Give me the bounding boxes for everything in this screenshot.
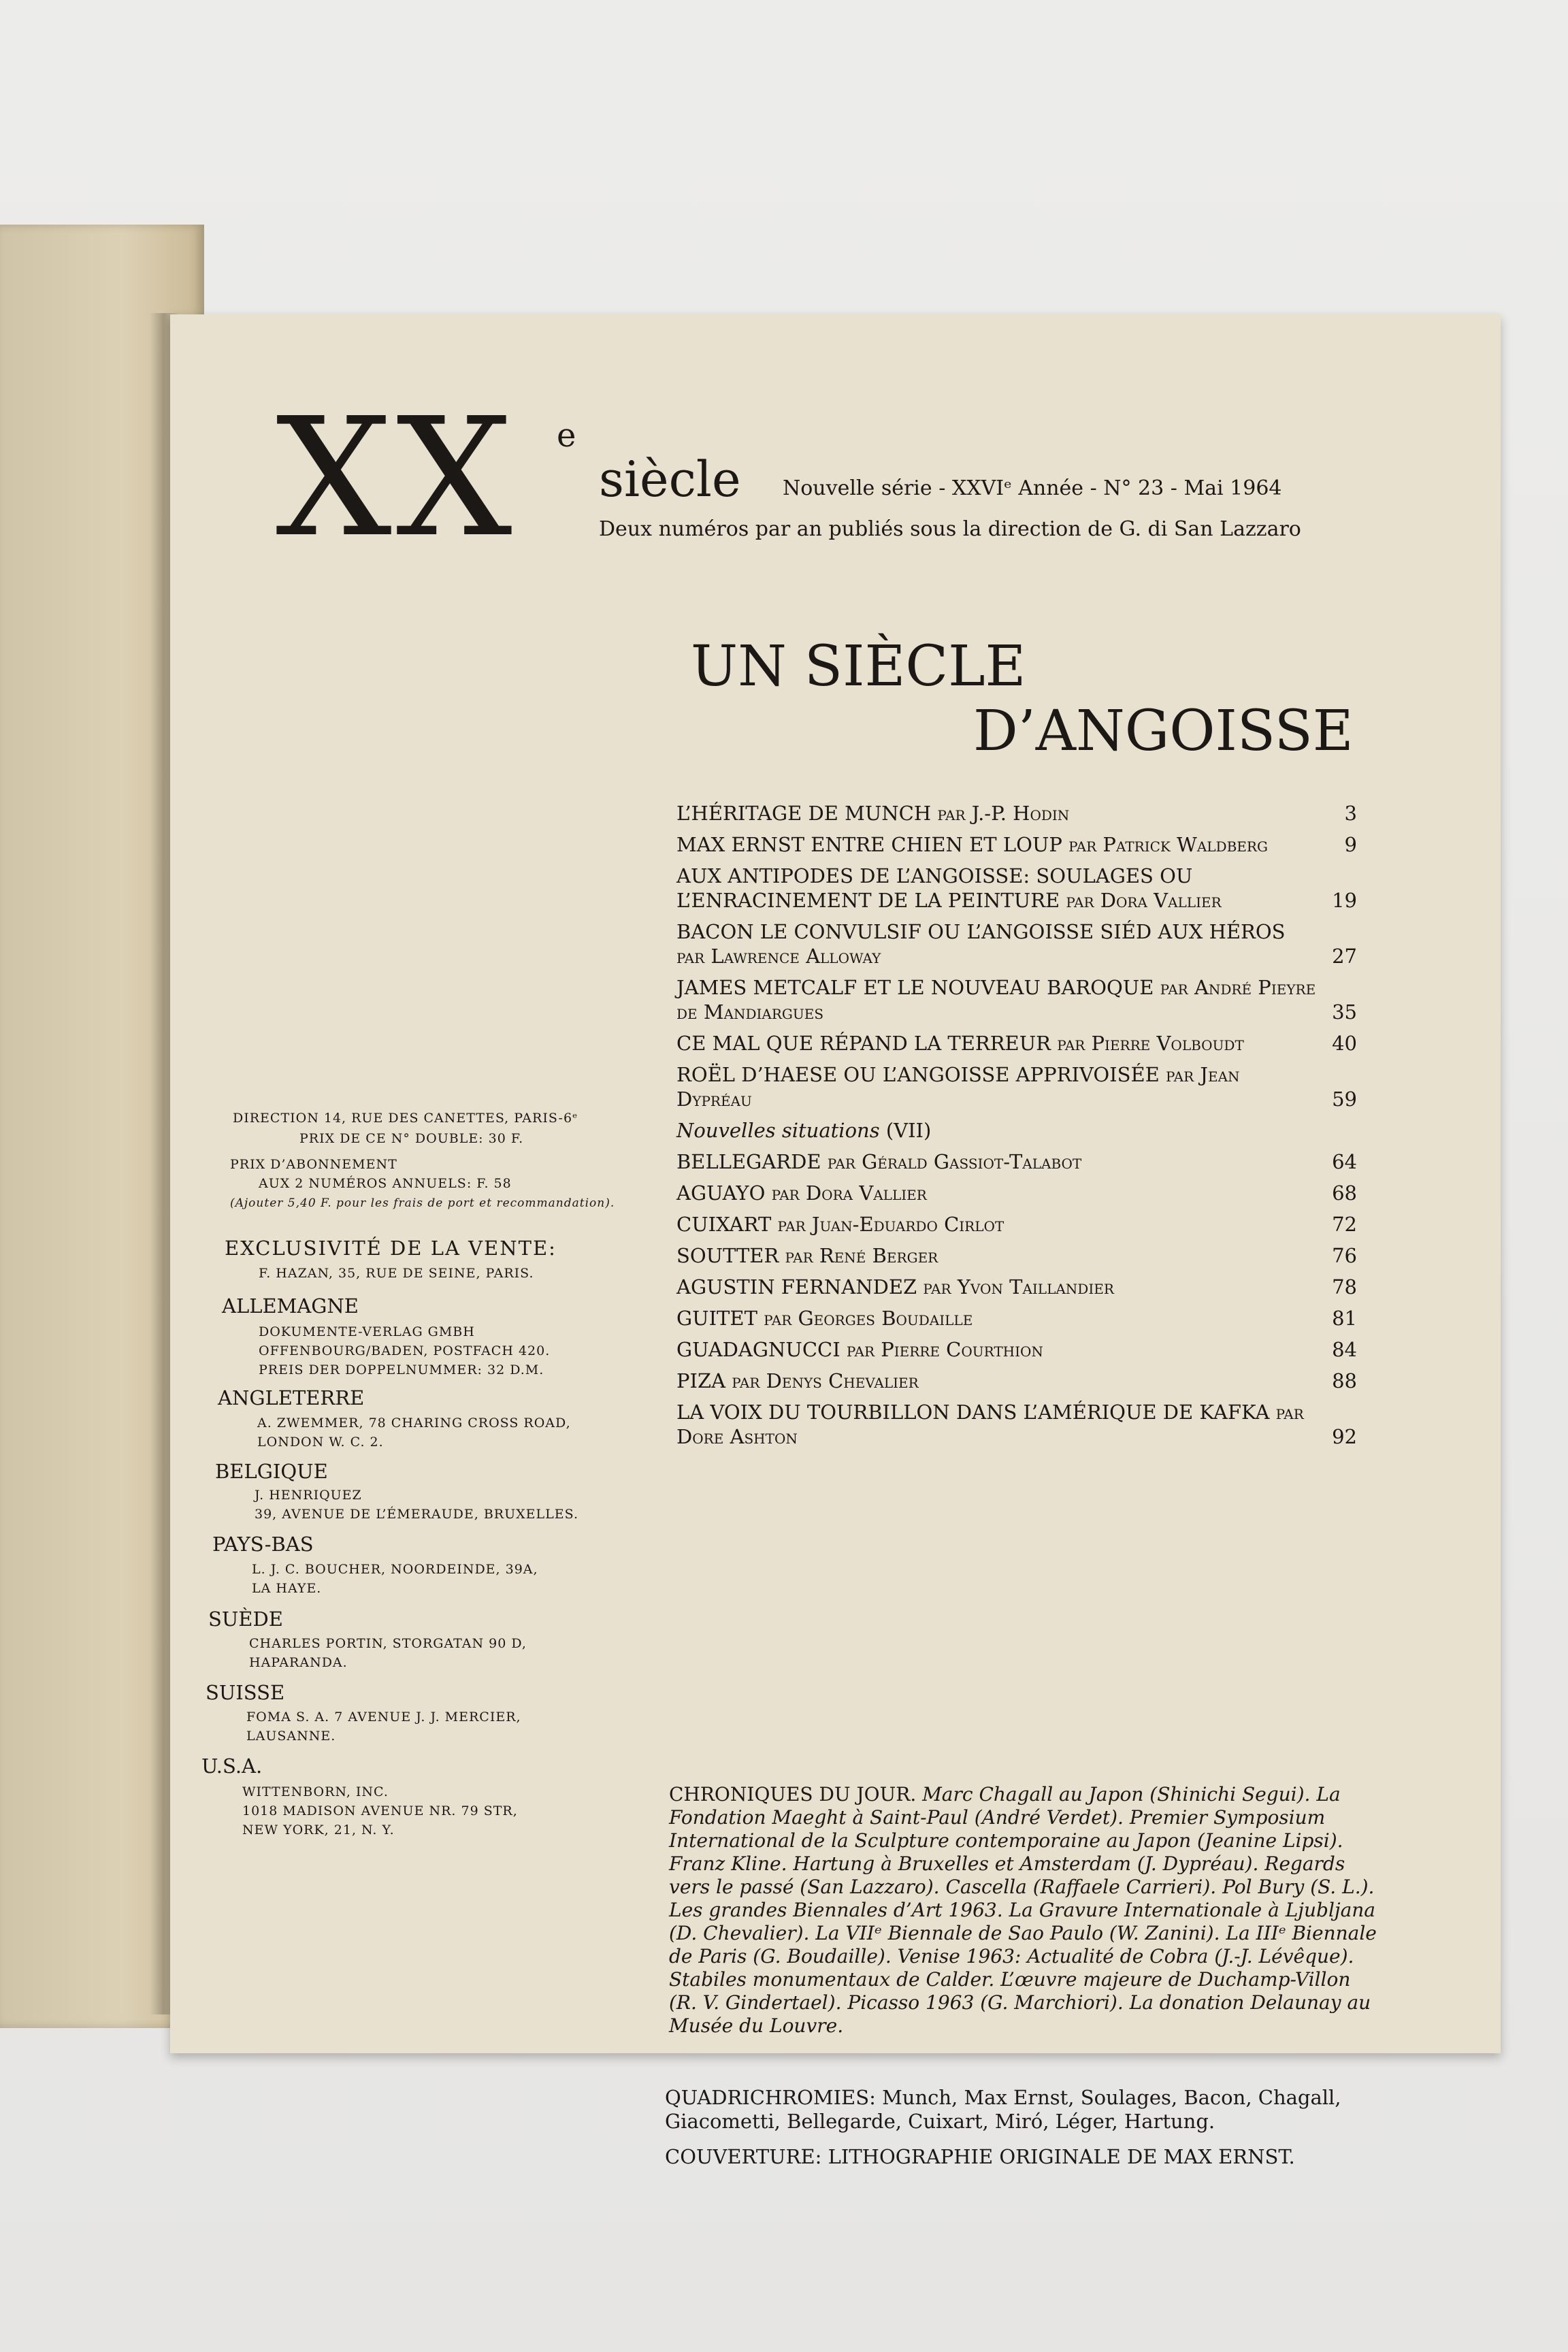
shipping-note: (Ajouter 5,40 F. pour les frais de port et recommandation). (230, 1196, 615, 1210)
table-of-contents (676, 801, 1357, 1456)
distributor-line: 39, AVENUE DE L’ÉMERAUDE, BRUXELLES. (255, 1507, 578, 1522)
country-allemagne: ALLEMAGNE (222, 1294, 359, 1318)
toc-entry: ROËL D’HAESE OU L’ANGOISSE APPRIVOISÉE par Jean Dypréau 59 (676, 1063, 1357, 1111)
toc-entry: BACON LE CONVULSIF OU L’ANGOISSE SIÉD AUX HÉROS par Lawrence Alloway 27 (676, 920, 1357, 968)
toc-entry: CUIXART par Juan-Eduardo Cirlot 72 (676, 1213, 1357, 1236)
nouvelles-situations: Nouvelles situations (VII) (676, 1119, 932, 1142)
distributor-line: OFFENBOURG/BADEN, POSTFACH 420. (259, 1343, 551, 1358)
page-title-line2: D’ANGOISSE (973, 699, 1354, 764)
distributor-line: LAUSANNE. (246, 1729, 336, 1744)
subscription-label: PRIX D’ABONNEMENT (230, 1157, 397, 1172)
toc-entry: L’HÉRITAGE DE MUNCH par J.-P. Hodin 3 (676, 802, 1357, 825)
hazan-address: F. HAZAN, 35, RUE DE SEINE, PARIS. (259, 1266, 534, 1281)
distributor-line: LONDON W. C. 2. (257, 1435, 384, 1450)
page-title-line1: UN SIÈCLE (691, 634, 1026, 699)
magazine-page (170, 314, 1501, 2168)
masthead-superscript: e (557, 416, 576, 455)
country-suisse: SUISSE (206, 1681, 285, 1704)
distributor-line: FOMA S. A. 7 AVENUE J. J. MERCIER, (246, 1710, 521, 1725)
distributor-line: A. ZWEMMER, 78 CHARING CROSS ROAD, (257, 1416, 571, 1431)
direction-line: Deux numéros par an publiés sous la direction de G. di San Lazzaro (599, 517, 1301, 541)
distributor-line: NEW YORK, 21, N. Y. (242, 1823, 395, 1838)
distributor-line: LA HAYE. (252, 1581, 322, 1596)
toc-entry: AGUSTIN FERNANDEZ par Yvon Taillandier 78 (676, 1275, 1357, 1298)
distributor-line: CHARLES PORTIN, STORGATAN 90 D, (249, 1636, 527, 1651)
country-pays-bas: PAYS-BAS (212, 1533, 314, 1556)
direction-address: DIRECTION 14, RUE DES CANETTES, PARIS-6ᵉ (233, 1111, 578, 1126)
country-usa: U.S.A. (201, 1754, 263, 1778)
distributor-line: 1018 MADISON AVENUE NR. 79 STR, (242, 1803, 518, 1818)
distributor-line: J. HENRIQUEZ (255, 1488, 362, 1503)
masthead-xx: XX (276, 382, 517, 573)
distributor-line: L. J. C. BOUCHER, NOORDEINDE, 39A, (252, 1562, 538, 1577)
toc-entry: GUADAGNUCCI par Pierre Courthion 84 (676, 1338, 1357, 1361)
masthead-siecle: siècle (599, 451, 741, 508)
toc-entry: LA VOIX DU TOURBILLON DANS L’AMÉRIQUE DE KAFKA par Dore Ashton 92 (676, 1401, 1357, 1448)
distributor-line: DOKUMENTE-VERLAG GMBH (259, 1324, 475, 1339)
couverture-line: COUVERTURE: LITHOGRAPHIE ORIGINALE DE MAX ERNST. (665, 2145, 1295, 2168)
price-line: PRIX DE CE N° DOUBLE: 30 F. (299, 1131, 524, 1146)
toc-entry: MAX ERNST ENTRE CHIEN ET LOUP par Patrick Waldberg 9 (676, 833, 1357, 856)
toc-entry: PIZA par Denys Chevalier 88 (676, 1369, 1357, 1392)
distributor-line: HAPARANDA. (249, 1655, 348, 1670)
distributor-line: WITTENBORN, INC. (242, 1784, 389, 1799)
country-angleterre: ANGLETERRE (218, 1386, 365, 1409)
quadrichromies: QUADRICHROMIES: Munch, Max Ernst, Soulages, Bacon, Chagall, Giacometti, Bellegarde, Cuixart, Miró, Léger, Hartung. (665, 2086, 1341, 2133)
toc-entry: CE MAL QUE RÉPAND LA TERREUR par Pierre Volboudt 40 (676, 1032, 1357, 1055)
issue-line: Nouvelle série - XXVIᵉ Année - N° 23 - Mai 1964 (783, 476, 1282, 500)
distributor-line: PREIS DER DOPPELNUMMER: 32 D.M. (259, 1362, 544, 1377)
toc-entry: SOUTTER par René Berger 76 (676, 1244, 1357, 1267)
toc-entry: AGUAYO par Dora Vallier 68 (676, 1181, 1357, 1205)
toc-entry: JAMES METCALF ET LE NOUVEAU BAROQUE par André Pieyre de Mandiargues 35 (676, 976, 1357, 1024)
toc-entry: GUITET par Georges Boudaille 81 (676, 1307, 1357, 1330)
country-belgique: BELGIQUE (215, 1460, 328, 1483)
country-suede: SUÈDE (208, 1607, 283, 1631)
toc-entry: AUX ANTIPODES DE L’ANGOISSE: SOULAGES OU L’ENRACINEMENT DE LA PEINTURE par Dora Vallier 19 (676, 864, 1357, 912)
toc-entry: BELLEGARDE par Gérald Gassiot-Talabot 64 (676, 1150, 1357, 1173)
subscription-price: AUX 2 NUMÉROS ANNUELS: F. 58 (259, 1176, 512, 1191)
chroniques-du-jour: CHRONIQUES DU JOUR. Marc Chagall au Japon (Shinichi Segui). La Fondation Maeght à Saint-Paul (André Verdet). Premier Symposium International de la Sculpture contemporaine au Japon (Jeanine Lipsi). Franz Kline. Hartung à Bruxelles et Amsterdam (J. Dypréau). Regards vers le passé (San Lazzaro). Cascella (Raffaele Carrieri). Pol Bury (S. L.). Les grandes Biennales d’Art 1963. La Gravure Internationale à Ljubljana (D. Chevalier). La VIIᵉ Biennale de Sao Paulo (W. Zanini). La IIIᵉ Biennale de Paris (G. Boudaille). Venise 1963: Actualité de Cobra (J.-J. Lévêque). Stabiles monumentaux de Calder. L’œuvre majeure de Duchamp-Villon (R. V. Gindertael). Picasso 1963 (G. Marchiori). La donation Delaunay au Musée du Louvre. (669, 1783, 1377, 2037)
exclusivite-heading: EXCLUSIVITÉ DE LA VENTE: (225, 1237, 557, 1260)
